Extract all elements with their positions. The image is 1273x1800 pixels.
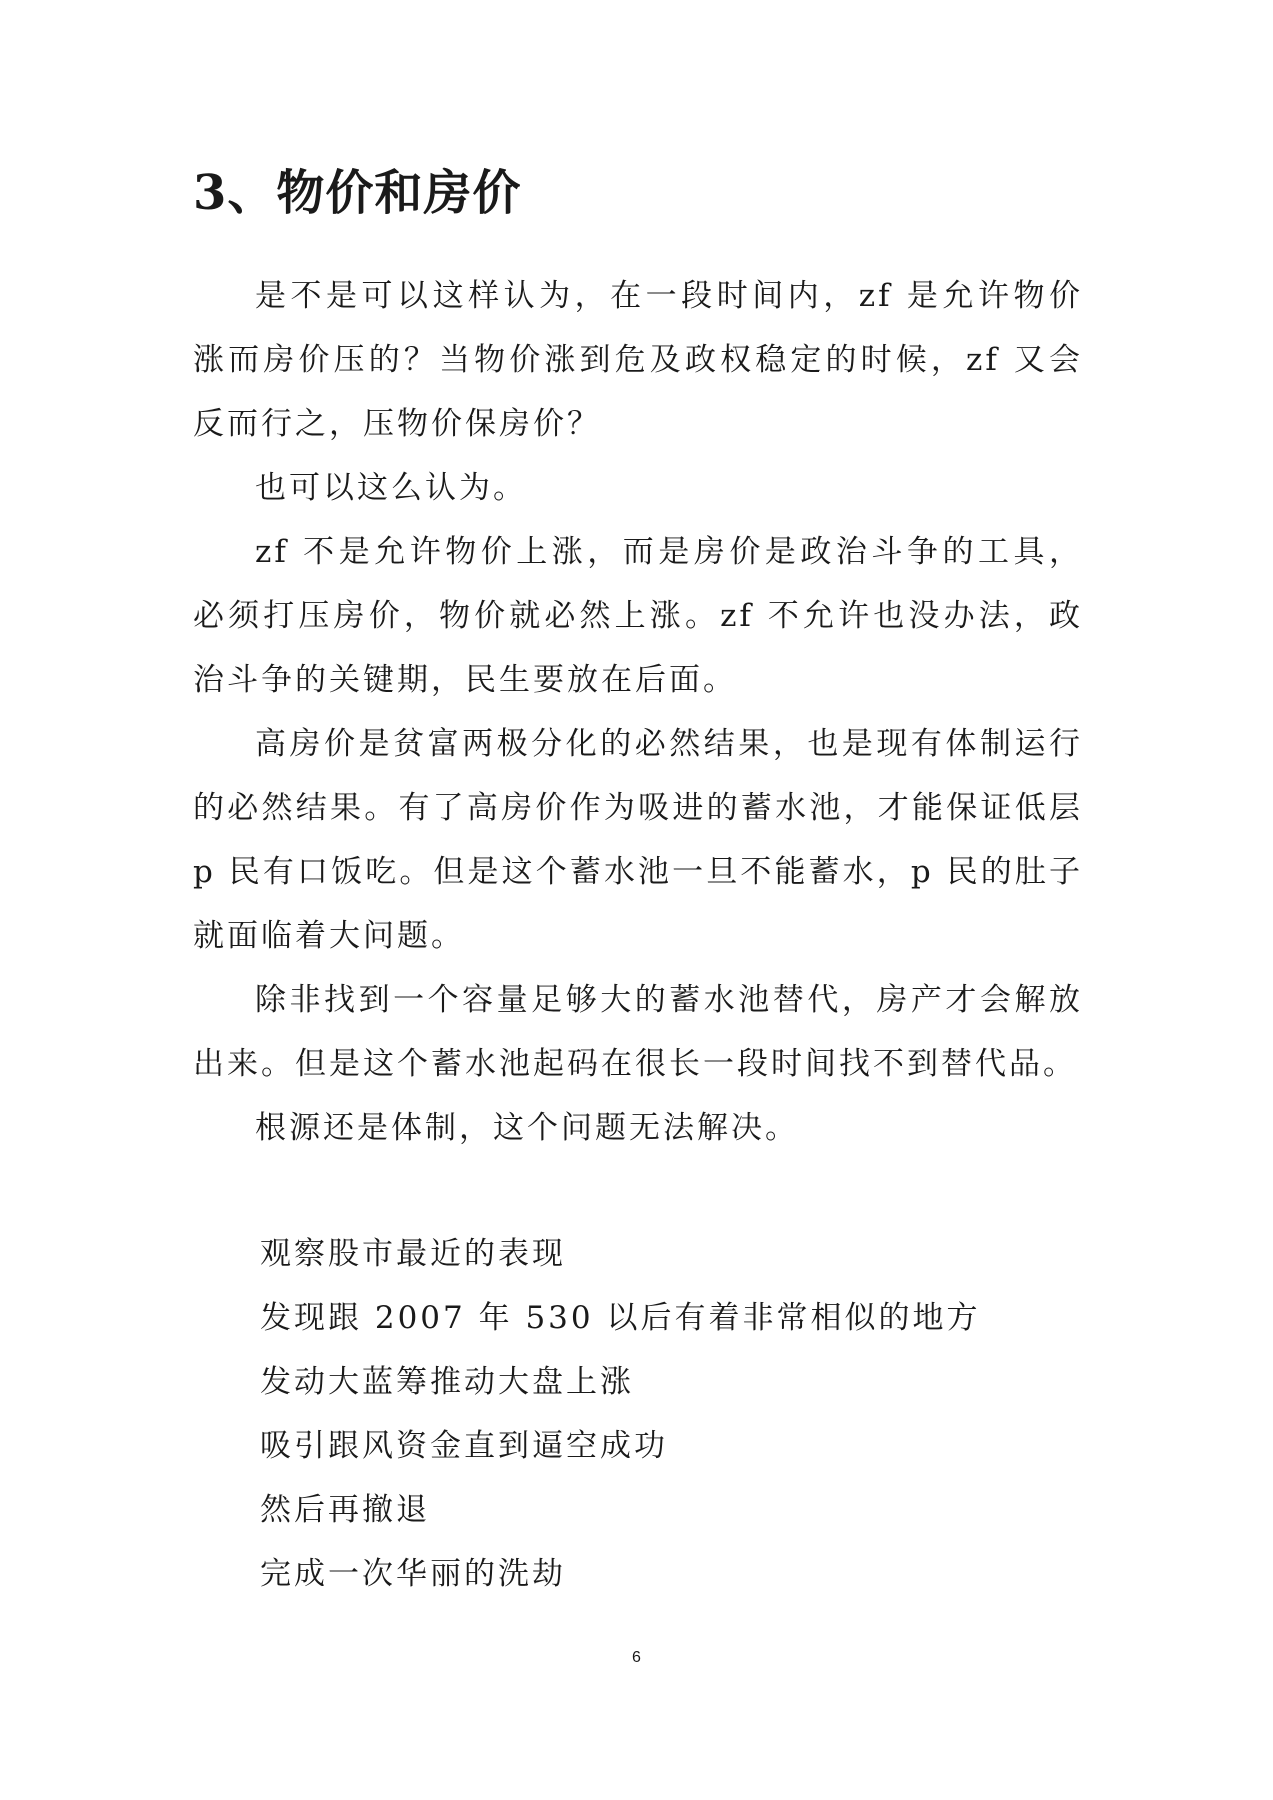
section-heading: 3、物价和房价 (193, 165, 522, 221)
verse-block (260, 1222, 980, 1606)
paragraph: 是不是可以这样认为，在一段时间内，zf 是允许物价涨而房价压的？当物价涨到危及政权稳定的时候，zf 又会反而行之，压物价保房价？ (193, 278, 1083, 442)
verse-line: 然后再撤退 (260, 1492, 430, 1528)
verse-line: 发现跟 2007 年 530 以后有着非常相似的地方 (260, 1300, 981, 1336)
page-number: 6 (632, 1649, 641, 1666)
body-text (193, 264, 1083, 1160)
paragraph: 也可以这么认为。 (255, 470, 527, 506)
verse-line: 发动大蓝筹推动大盘上涨 (260, 1364, 634, 1400)
verse-line: 观察股市最近的表现 (260, 1236, 566, 1272)
verse-line: 完成一次华丽的洗劫 (260, 1556, 566, 1592)
paragraph: 根源还是体制，这个问题无法解决。 (255, 1110, 799, 1146)
verse-line: 吸引跟风资金直到逼空成功 (260, 1428, 668, 1464)
paragraph: 高房价是贫富两极分化的必然结果，也是现有体制运行的必然结果。有了高房价作为吸进的蓄水池，才能保证低层 p 民有口饭吃。但是这个蓄水池一旦不能蓄水，p 民的肚子就面临着大问题。 (193, 726, 1083, 954)
paragraph: zf 不是允许物价上涨，而是房价是政治斗争的工具，必须打压房价，物价就必然上涨。zf 不允许也没办法，政治斗争的关键期，民生要放在后面。 (193, 534, 1083, 698)
paragraph: 除非找到一个容量足够大的蓄水池替代，房产才会解放出来。但是这个蓄水池起码在很长一段时间找不到替代品。 (193, 982, 1083, 1082)
